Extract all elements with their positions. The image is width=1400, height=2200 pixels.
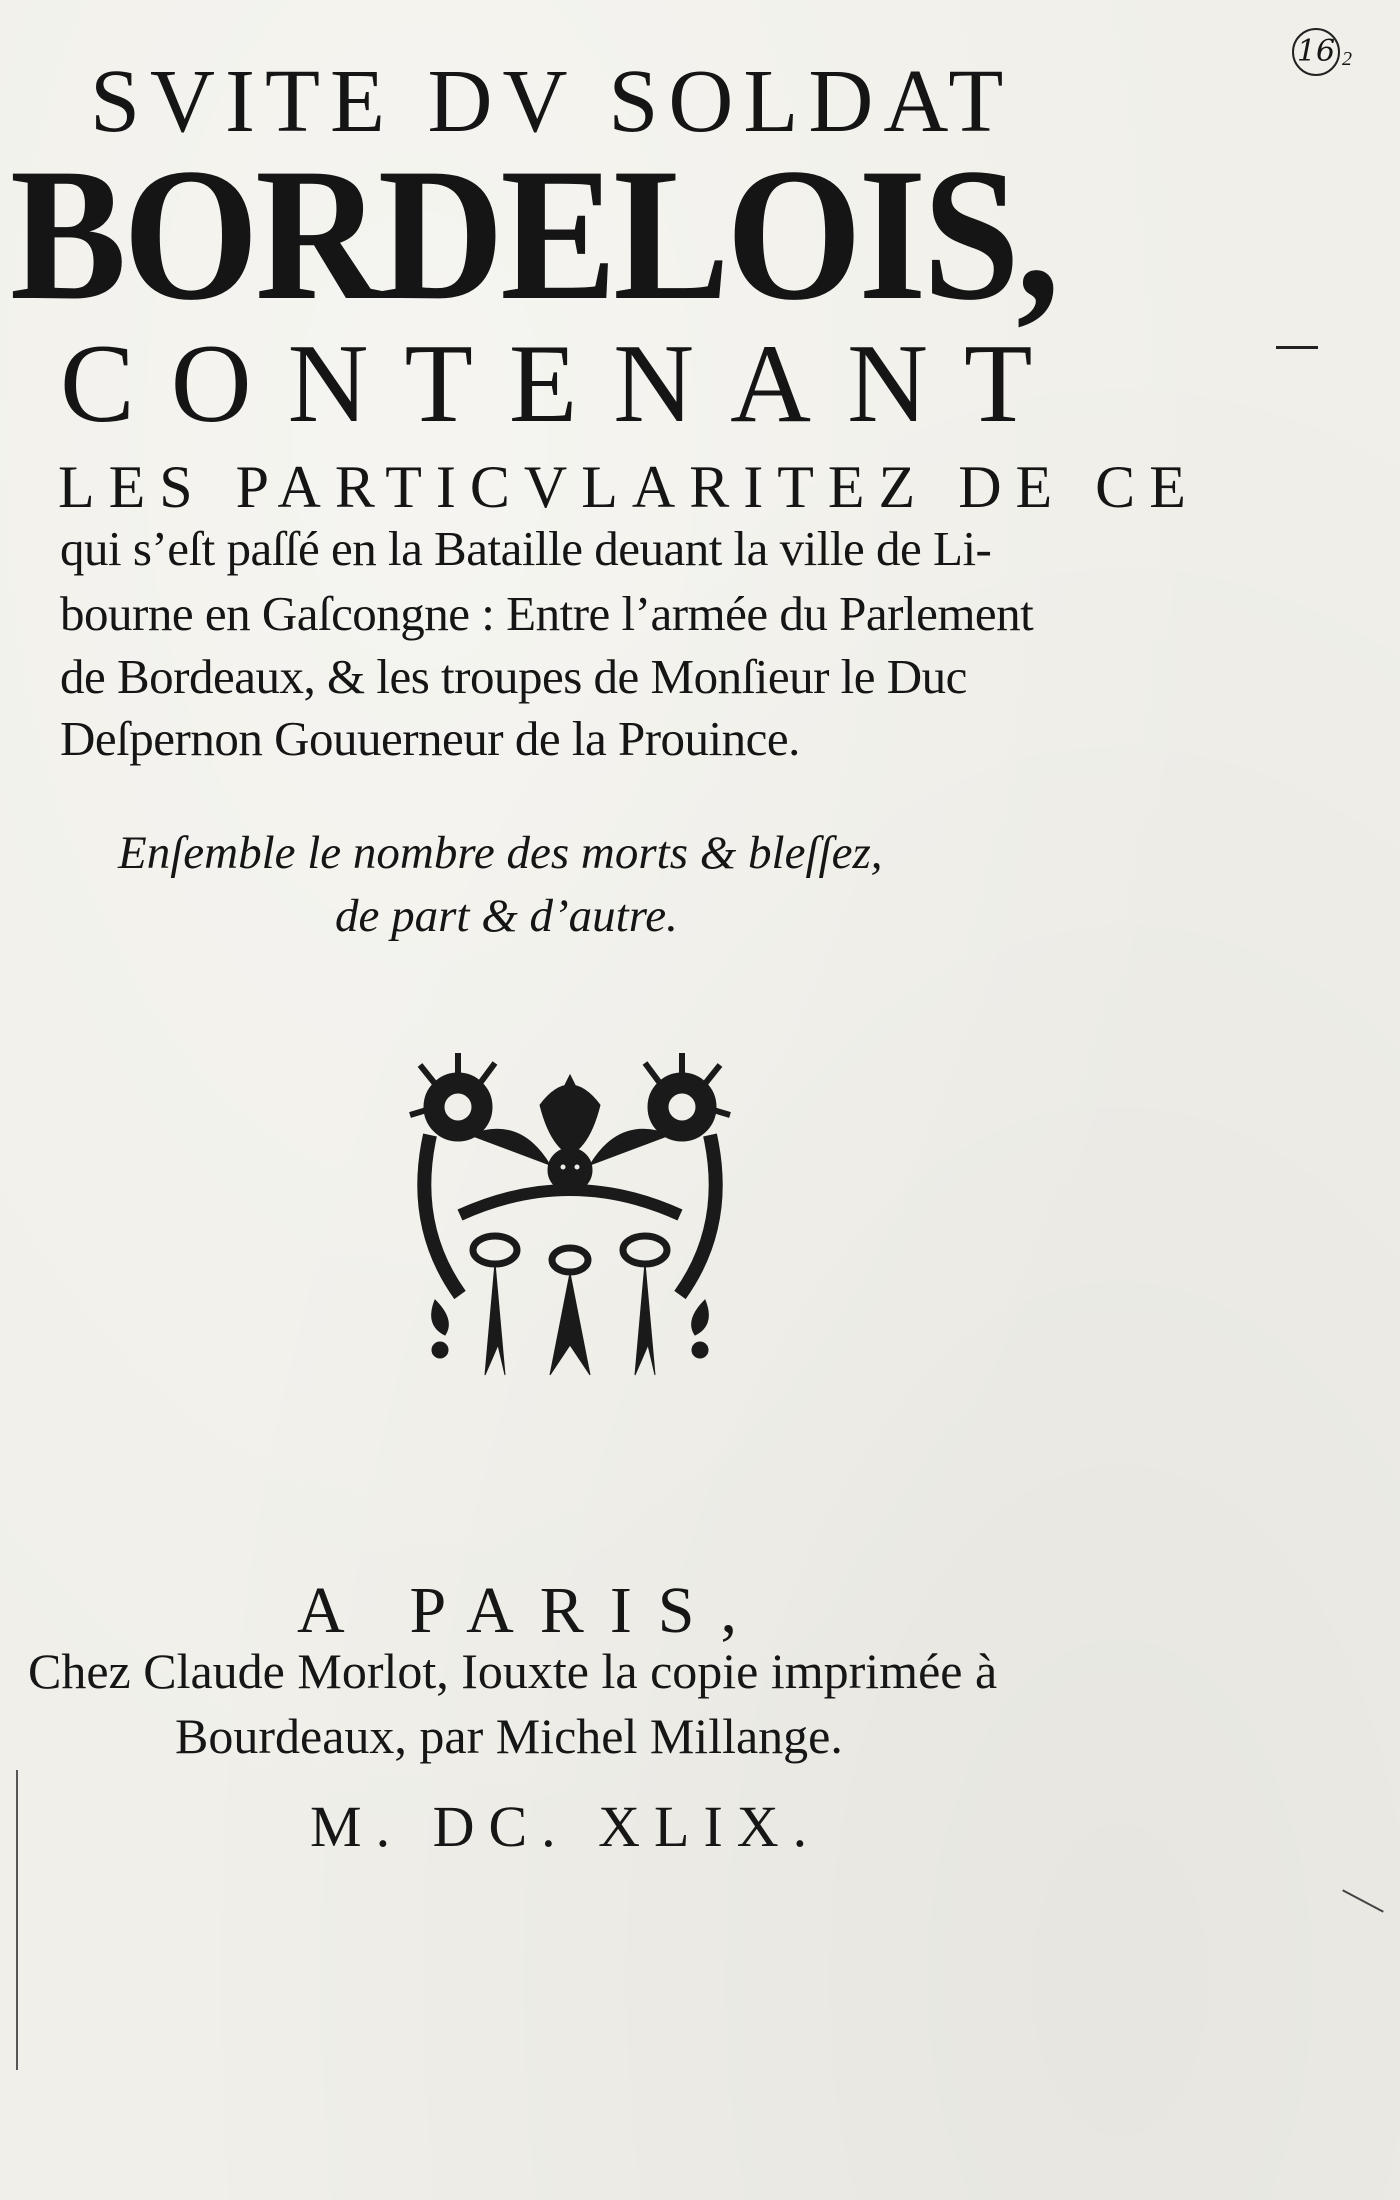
title-line-1: SVITE DV SOLDAT (90, 52, 1014, 151)
imprint-place: A PARIS, (296, 1574, 764, 1647)
body-line-4: Deſpernon Gouuerneur de la Prouince. (60, 711, 800, 766)
margin-rule (16, 1770, 18, 2070)
imprint-line-2: Bourdeaux, par Michel Millange. (175, 1708, 843, 1764)
body-line-1: qui s’eſt paſſé en la Bataille deuant la ville de Li- (60, 521, 992, 576)
stray-pen-mark (1342, 1889, 1384, 1912)
title-line-4: LES PARTICVLARITEZ DE CE (58, 454, 1200, 520)
subtitle-line-2: de part & d’autre. (335, 890, 678, 942)
title-line-2: BORDELOIS, (10, 130, 1057, 340)
body-line-2: bourne en Gaſcongne : Entre l’armée du Parlement (60, 586, 1034, 641)
floral-vignette-icon (400, 1045, 740, 1390)
imprint-line-1: Chez Claude Morlot, Iouxte la copie imprimée à (28, 1643, 998, 1699)
imprint-year: M. DC. XLIX. (310, 1794, 822, 1859)
margin-mark (1276, 346, 1318, 349)
title-line-3: CONTENANT (60, 322, 1069, 446)
subtitle-line-1: Enſemble le nombre des morts & bleſſez, (118, 827, 883, 879)
folio-suffix: 2 (1342, 48, 1352, 70)
body-line-3: de Bordeaux, & les troupes de Monſieur le Duc (60, 649, 967, 704)
folio-number: 16 (1292, 28, 1340, 76)
